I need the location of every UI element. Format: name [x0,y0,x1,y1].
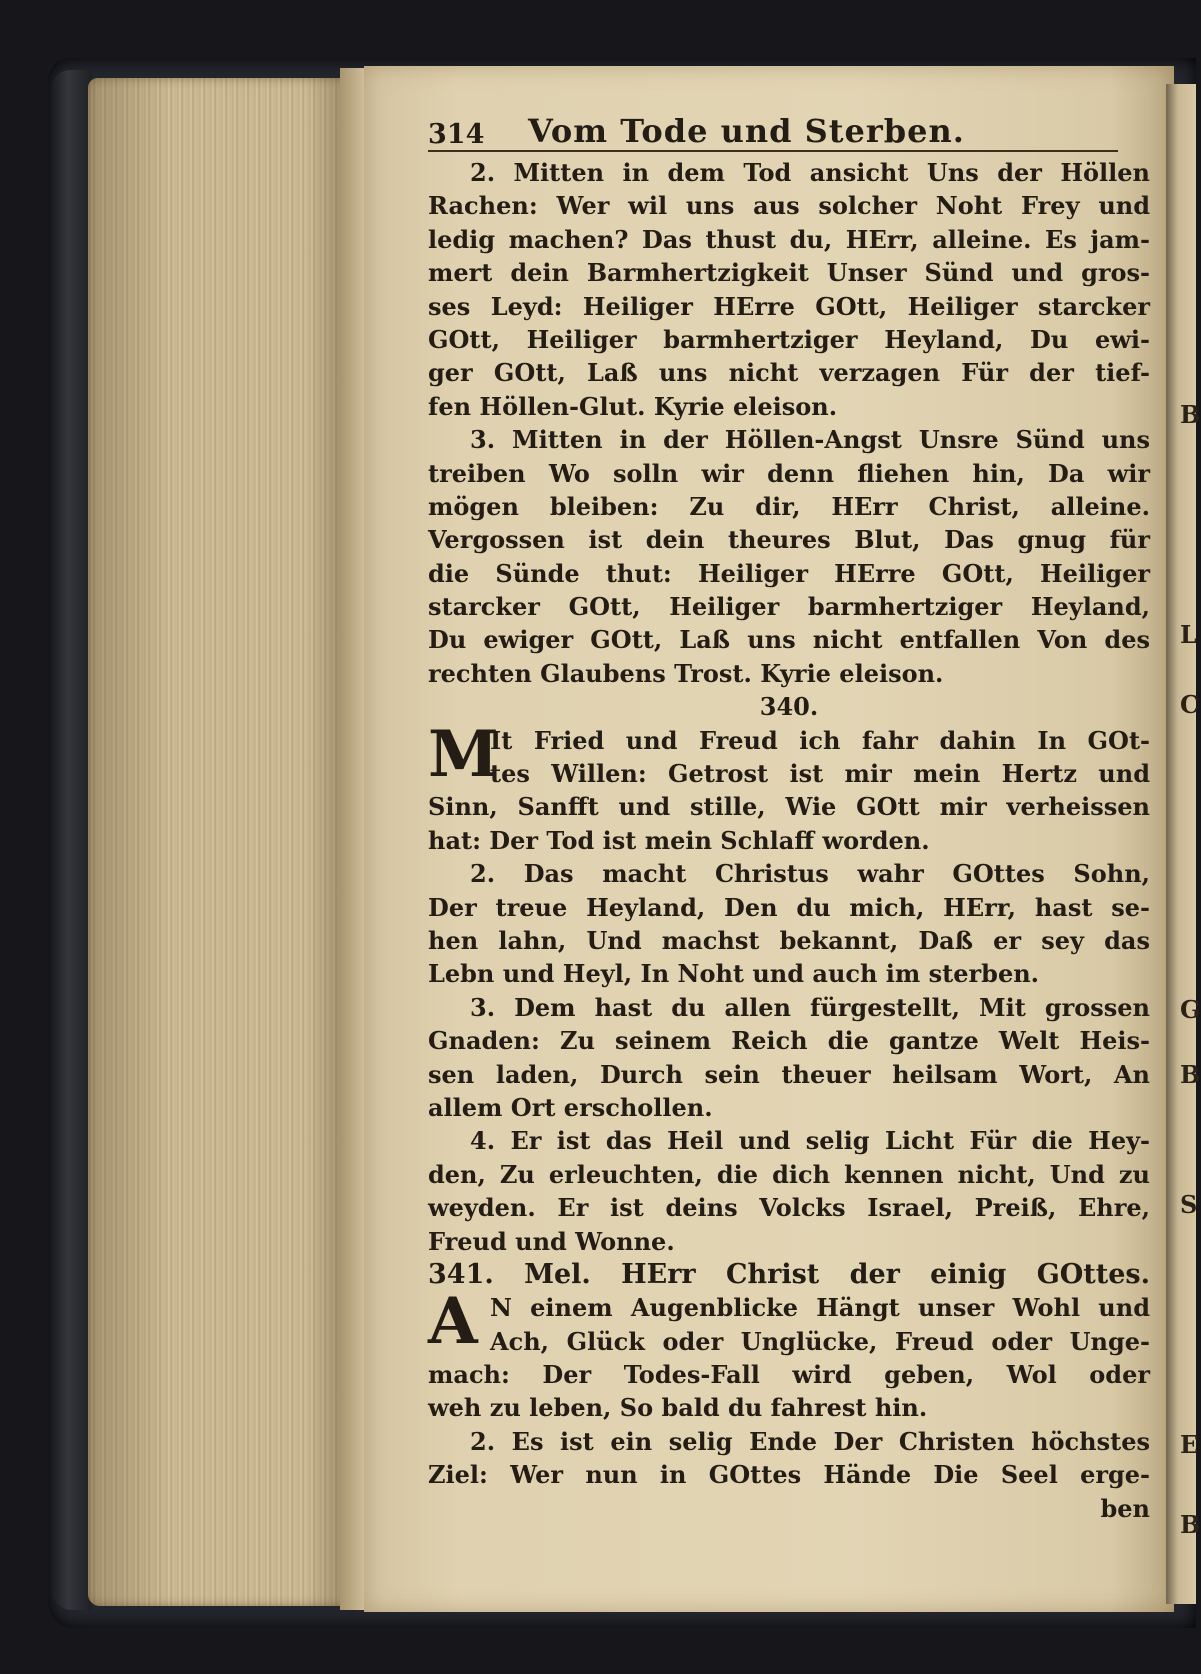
text-line: den, Zu erleuchten, die dich kennen nicht, Und zu [428,1159,1150,1189]
text-line: die Sünde thut: Heiliger HErre GOtt, Heiliger [428,558,1150,588]
text-line: mach: Der Todes-Fall wird geben, Wol oder [428,1360,1150,1390]
text-line: allem Ort erschollen. [428,1092,713,1122]
text-line: Rachen: Wer wil uns aus solcher Noht Frey und [428,191,1150,221]
text-line: Gnaden: Zu seinem Reich die gantze Welt Heis- [428,1026,1150,1056]
text-line: N einem Augenblicke Hängt unser Wohl und [490,1293,1150,1323]
text-line: hen lahn, Und machst bekannt, Daß er sey das [428,926,1150,955]
text-line: treiben Wo solln wir denn fliehen hin, Da wir [428,458,1150,488]
page-edges-shadow [88,78,360,1606]
edge-letter: B [1180,400,1201,429]
edge-letter: S [1180,1190,1198,1219]
text-line: GOtt, Heiliger barmhertziger Heyland, Du ewi- [428,324,1150,354]
drop-cap: M [428,716,499,792]
hymn-340-verse-3 [428,991,1156,1125]
facing-page-edge [1166,84,1201,1604]
edge-letter: C [1180,690,1200,719]
text-line: Der treue Heyland, Den du mich, HErr, hast se- [428,892,1150,922]
hymn-340-verse-4 [428,1124,1156,1258]
text-line: Du ewiger GOtt, Laß uns nicht entfallen Von des [428,625,1150,655]
text-line: 3. Dem hast du allen fürgestellt, Mit grossen [470,992,1150,1022]
text-line: sen laden, Durch sein theuer heilsam Wort, An [428,1059,1150,1089]
text-line: ledig machen? Das thust du, HErr, alleine. Es jam- [428,224,1150,254]
edge-letter: E [1180,1430,1199,1459]
text-line: Ziel: Wer nun in GOttes Hände Die Seel erge- [428,1460,1150,1490]
hymn-341-heading: 341. Mel. HErr Christ der einig GOttes. [428,1258,1150,1290]
text-line: 3. Mitten in der Höllen-Angst Unsre Sünd uns [470,425,1150,455]
text-line: mögen bleiben: Zu dir, HErr Christ, alleine. [428,491,1150,521]
text-line: Freud und Wonne. [428,1226,675,1256]
text-line: tes Willen: Getrost ist mir mein Hertz und [490,759,1150,789]
hymn-number: 340. [759,692,819,722]
text-line: 2. Es ist ein selig Ende Der Christen höchstes [470,1426,1150,1456]
text-line: weyden. Er ist deins Volcks Israel, Preiß, Ehre, [428,1193,1150,1223]
text-line: 2. Das macht Christus wahr GOttes Sohn, [470,859,1150,889]
hymn-341-opening [428,1284,1156,1360]
text-line: Vergossen ist dein theures Blut, Das gnug für [428,525,1150,555]
hymn-339-verse-3 [428,423,1156,690]
text-line: mert dein Barmhertzigkeit Unser Sünd und gros- [428,258,1150,288]
running-header [428,104,1118,152]
text-line: rechten Glaubens Trost. Kyrie eleison. [428,658,944,688]
page-number: 314 [428,119,485,150]
page-text [428,104,1156,1525]
text-line: 2. Mitten in dem Tod ansicht Uns der Höllen [470,158,1150,187]
text-line: Lebn und Heyl, In Noht und auch im sterben. [428,959,1040,989]
hymn-340-verse-2 [428,857,1156,991]
hymn-340-opening [428,716,1156,792]
text-line: It Fried und Freud ich fahr dahin In GOt- [490,725,1150,755]
text-line: ger GOtt, Laß uns nicht verzagen Für der tief- [428,358,1150,388]
running-title: Vom Tode und Sterben. [528,112,965,150]
edge-letter: B [1180,1510,1201,1539]
hymn-339-verse-2 [428,156,1156,423]
book-spine [52,70,92,1610]
edge-letter: L [1180,620,1197,649]
text-line: hat: Der Tod ist mein Schlaff worden. [428,825,930,855]
text-line: Sinn, Sanfft und stille, Wie GOtt mir verheissen [428,792,1150,822]
text-line: fen Höllen-Glut. Kyrie eleison. [428,391,838,421]
drop-cap: A [428,1284,478,1360]
text-line: Ach, Glück oder Unglücke, Freud oder Unge- [490,1326,1150,1356]
text-line: starcker GOtt, Heiliger barmhertziger Heyland, [428,592,1150,622]
edge-letter: B [1180,1060,1201,1089]
edge-letter: G [1180,995,1201,1024]
text-line: weh zu leben, So bald du fahrest hin. [428,1393,928,1423]
text-line: 4. Er ist das Heil und selig Licht Für die Hey- [470,1126,1150,1156]
catchword: ben [1100,1493,1150,1523]
text-line: ses Leyd: Heiliger HErre GOtt, Heiliger starcker [428,291,1150,321]
hymn-341-verse-2 [428,1425,1156,1492]
